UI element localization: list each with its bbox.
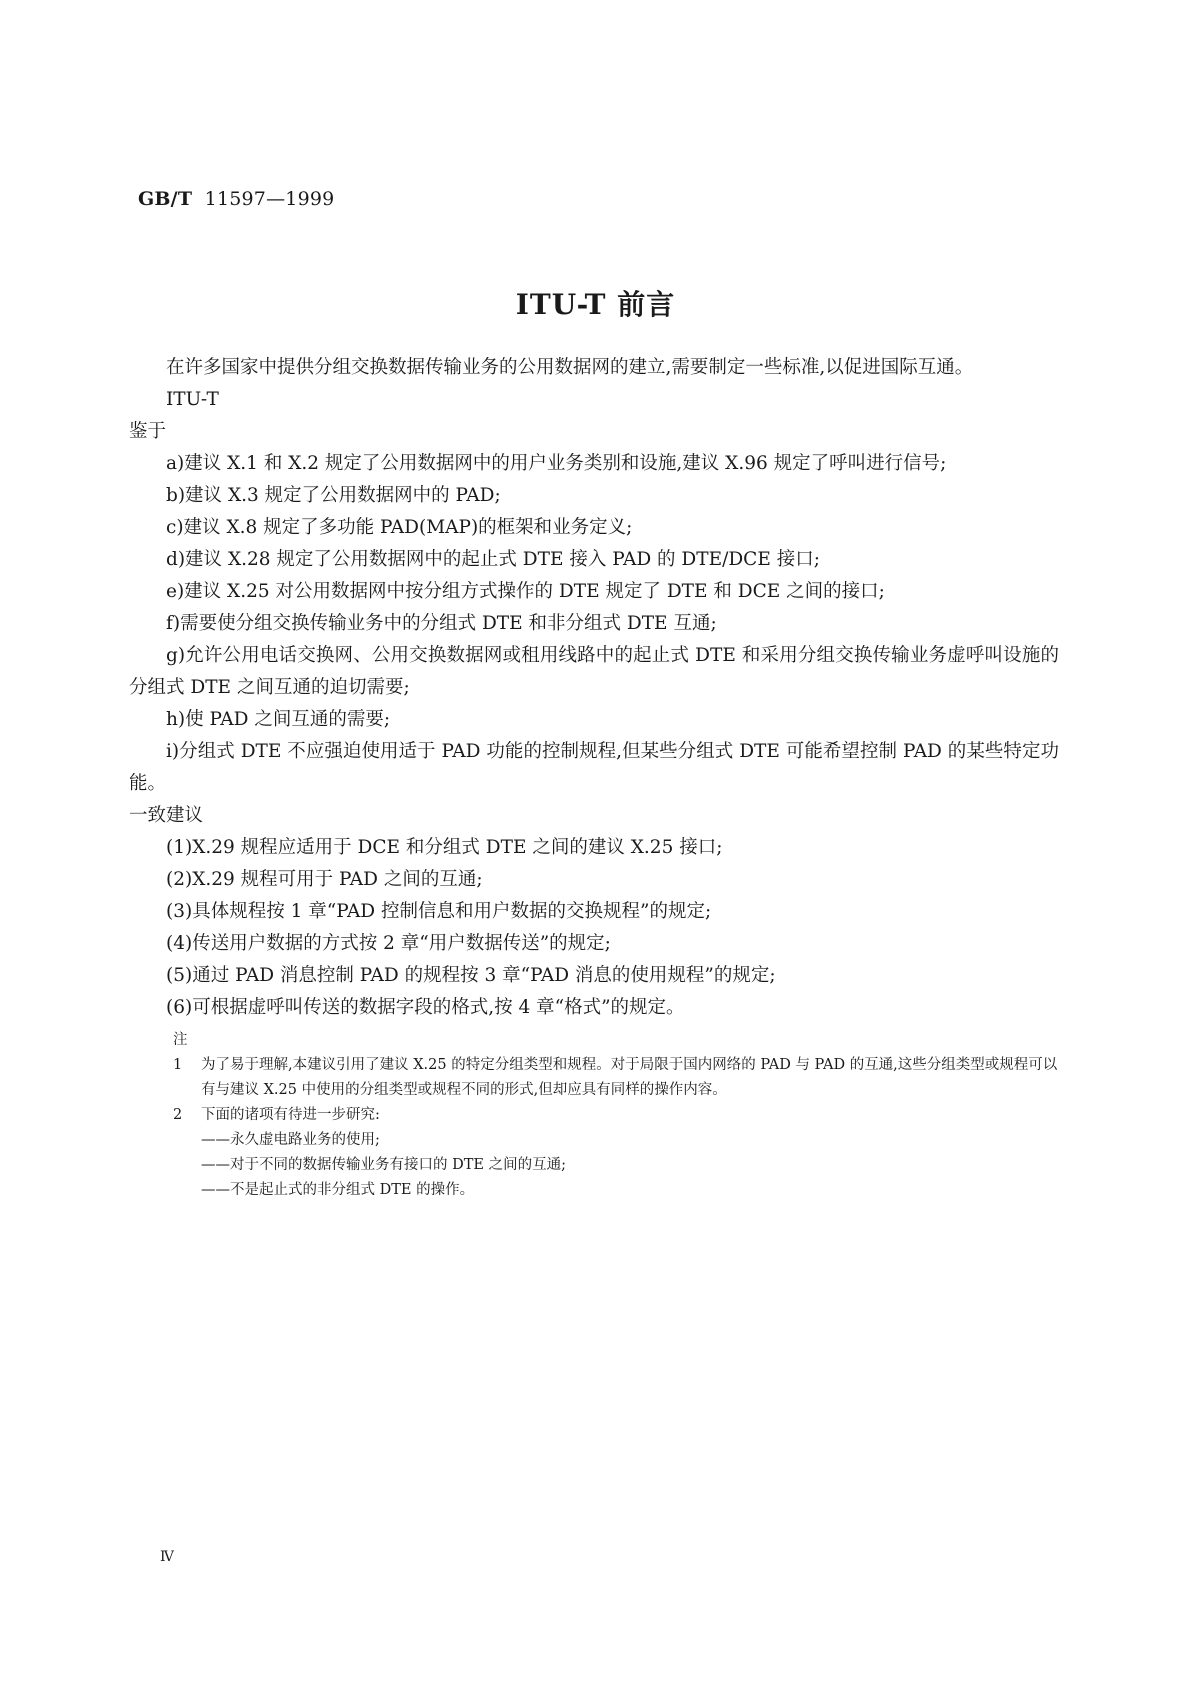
document-body (129, 352, 1059, 1203)
recommends-label: 一致建议 (129, 805, 204, 826)
standard-number: 11597—1999 (204, 188, 335, 210)
considering-item: g)允许公用电话交换网、公用交换数据网或租用线路中的起止式 DTE 和采用分组交换传输业务虚呼叫设施的分组式 DTE 之间互通的迫切需要; (129, 645, 1059, 698)
intro-paragraph: 在许多国家中提供分组交换数据传输业务的公用数据网的建立,需要制定一些标准,以促进国际互通。 (166, 357, 974, 378)
notes-section (129, 1028, 1059, 1203)
notes-label: 注 (173, 1032, 188, 1048)
note-2-text: 下面的诸项有待进一步研究: (201, 1107, 380, 1123)
note-1-number: 1 (173, 1057, 183, 1073)
considering-item: a)建议 X.1 和 X.2 规定了公用数据网中的用户业务类别和设施,建议 X.96 规定了呼叫进行信号; (166, 453, 947, 474)
recommends-item: (5)通过 PAD 消息控制 PAD 的规程按 3 章“PAD 消息的使用规程”的规定; (166, 965, 776, 986)
recommends-item: (6)可根据虚呼叫传送的数据字段的格式,按 4 章“格式”的规定。 (166, 997, 685, 1018)
page-number: Ⅳ (160, 1549, 174, 1565)
standard-prefix: GB/T (138, 188, 193, 210)
recommends-item: (3)具体规程按 1 章“PAD 控制信息和用户数据的交换规程”的规定; (166, 901, 712, 922)
considering-item: c)建议 X.8 规定了多功能 PAD(MAP)的框架和业务定义; (166, 517, 633, 538)
considering-label: 鉴于 (129, 421, 167, 442)
note-2-item: ——永久虚电路业务的使用; (201, 1132, 380, 1148)
considering-item: i)分组式 DTE 不应强迫使用适于 PAD 功能的控制规程,但某些分组式 DTE 可能希望控制 PAD 的某些特定功能。 (129, 741, 1059, 794)
considering-item: d)建议 X.28 规定了公用数据网中的起止式 DTE 接入 PAD 的 DTE/DCE 接口; (166, 549, 820, 570)
recommends-item: (2)X.29 规程可用于 PAD 之间的互通; (166, 869, 483, 890)
recommends-item: (4)传送用户数据的方式按 2 章“用户数据传送”的规定; (166, 933, 611, 954)
considering-item: h)使 PAD 之间互通的需要; (166, 709, 391, 730)
considering-item: f)需要使分组交换传输业务中的分组式 DTE 和非分组式 DTE 互通; (166, 613, 717, 634)
note-2 (129, 1103, 1059, 1128)
org-name: ITU-T (166, 389, 219, 410)
note-2-item: ——对于不同的数据传输业务有接口的 DTE 之间的互通; (201, 1157, 566, 1173)
recommends-item: (1)X.29 规程应适用于 DCE 和分组式 DTE 之间的建议 X.25 接口; (166, 837, 723, 858)
page-title: ITU-T 前言 (515, 288, 676, 321)
considering-item: e)建议 X.25 对公用数据网中按分组方式操作的 DTE 规定了 DTE 和 DCE 之间的接口; (166, 581, 885, 602)
considering-item: b)建议 X.3 规定了公用数据网中的 PAD; (166, 485, 501, 506)
note-1-text: 为了易于理解,本建议引用了建议 X.25 的特定分组类型和规程。对于局限于国内网络的 PAD 与 PAD 的互通,这些分组类型或规程可以有与建议 X.25 中使用的分组类型或规程不同的形式,但却应具有同样的操作内容。 (201, 1057, 1058, 1098)
note-2-item: ——不是起止式的非分组式 DTE 的操作。 (201, 1182, 475, 1198)
note-2-number: 2 (173, 1107, 183, 1123)
standard-code (138, 188, 334, 210)
note-1 (129, 1053, 1059, 1103)
